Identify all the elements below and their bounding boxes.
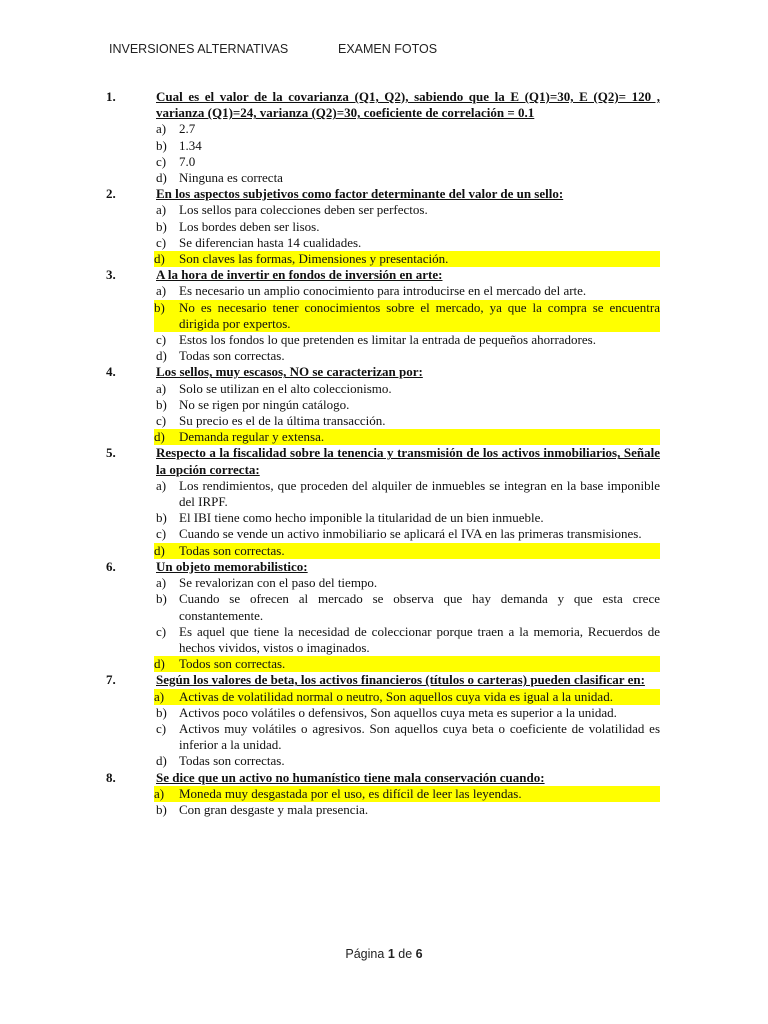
question-number: 3. [106, 267, 116, 283]
option-text: Todas son correctas. [179, 542, 285, 558]
option-letter: b) [156, 510, 167, 526]
option-letter: b) [154, 299, 165, 315]
exam-title: EXAMEN FOTOS [338, 42, 438, 56]
option-letter: d) [154, 429, 165, 445]
option-text: Los bordes deben ser lisos. [179, 218, 320, 234]
answer-option-highlighted [154, 656, 660, 672]
question-text: A la hora de invertir en fondos de inversión en arte: [156, 267, 443, 283]
option-text: Todos son correctas. [179, 656, 286, 672]
question-7 [106, 672, 660, 769]
answer-option [156, 753, 660, 769]
option-text: Cuando se vende un activo inmobiliario se aplicará el IVA en las primeras transmisiones. [179, 526, 642, 542]
option-text: Los sellos para colecciones deben ser perfectos. [179, 202, 428, 218]
question-number: 6. [106, 558, 116, 574]
question-4 [106, 364, 660, 445]
question-text: Un objeto memorabilistico: [156, 558, 308, 574]
question-text: En los aspectos subjetivos como factor determinante del valor de un sello: [156, 186, 564, 202]
option-letter: a) [154, 785, 165, 801]
question-number: 8. [106, 769, 116, 785]
answer-option [156, 219, 660, 235]
answer-option [156, 121, 660, 137]
option-text: Cuando se ofrecen al mercado se observa que hay demanda y que esta crece constantemente. [179, 591, 660, 623]
option-text: No se rigen por ningún catálogo. [179, 396, 350, 412]
answer-option-highlighted [154, 429, 660, 445]
option-text: Los rendimientos, que proceden del alquiler de inmuebles se integran en la base imponible del IRPF. [179, 477, 660, 510]
option-letter: d) [156, 753, 167, 769]
option-text: 2.7 [179, 121, 196, 137]
answer-option [156, 202, 660, 218]
answer-option [156, 381, 660, 397]
answer-option-highlighted [154, 689, 660, 705]
answer-option [156, 170, 660, 186]
answer-option [156, 138, 660, 154]
course-title: INVERSIONES ALTERNATIVAS [109, 42, 289, 56]
question-5 [106, 445, 660, 558]
option-letter: a) [156, 121, 167, 137]
answer-option [156, 526, 660, 542]
option-text: Su precio es el de la última transacción. [179, 413, 386, 429]
answer-option [156, 332, 660, 348]
footer-page-number: 1 [387, 947, 395, 961]
answer-option [156, 624, 660, 656]
option-text: Solo se utilizan en el alto coleccionismo. [179, 380, 392, 396]
option-text: Todas son correctas. [179, 753, 285, 769]
option-letter: a) [156, 283, 167, 299]
option-letter: d) [154, 542, 165, 558]
option-text: Demanda regular y extensa. [179, 429, 325, 445]
option-text: Es necesario un amplio conocimiento para introducirse en el mercado del arte. [179, 283, 587, 299]
answer-option [156, 413, 660, 429]
option-text: Son claves las formas, Dimensiones y presentación. [179, 251, 449, 267]
answer-option [156, 397, 660, 413]
option-letter: c) [156, 153, 167, 169]
option-letter: a) [156, 202, 167, 218]
answer-option [156, 575, 660, 591]
answer-option-highlighted [154, 786, 660, 802]
answer-option-highlighted [154, 300, 660, 332]
option-text: Moneda muy desgastada por el uso, es difícil de leer las leyendas. [179, 785, 522, 801]
question-2 [106, 186, 660, 267]
question-text: Se dice que un activo no humanístico tiene mala conservación cuando: [156, 769, 545, 785]
question-number: 4. [106, 364, 116, 380]
question-number: 1. [106, 89, 116, 104]
option-letter: a) [156, 477, 167, 493]
question-text: Los sellos, muy escasos, NO se caracterizan por: [156, 364, 423, 380]
option-letter: d) [154, 251, 165, 267]
option-text: Todas son correctas. [179, 348, 285, 364]
option-letter: a) [154, 688, 165, 704]
option-text: El IBI tiene como hecho imponible la titularidad de un bien inmueble. [179, 510, 544, 526]
option-letter: d) [154, 656, 165, 672]
option-text: Estos los fondos lo que pretenden es limitar la entrada de pequeños ahorradores. [179, 332, 596, 348]
footer-middle: de [398, 947, 413, 961]
option-letter: d) [156, 348, 167, 364]
footer-prefix: Página [345, 947, 385, 961]
option-letter: c) [156, 720, 167, 736]
answer-option [156, 235, 660, 251]
option-text: Ninguna es correcta [179, 170, 283, 186]
answer-option-highlighted [154, 251, 660, 267]
option-letter: b) [156, 591, 167, 607]
answer-option [156, 591, 660, 623]
option-text: Se revalorizan con el paso del tiempo. [179, 575, 378, 591]
option-letter: c) [156, 332, 167, 348]
answer-option [156, 510, 660, 526]
question-8 [106, 769, 660, 819]
option-letter: b) [156, 137, 167, 153]
question-text: Respecto a la fiscalidad sobre la tenencia y transmisión de los activos inmobiliarios, Señale la opción correcta: [156, 445, 660, 477]
question-number: 2. [106, 186, 116, 202]
option-letter: c) [156, 623, 167, 639]
question-text: Según los valores de beta, los activos financieros (títulos o carteras) pueden clasificar en: [156, 672, 645, 688]
option-text: Activos muy volátiles o agresivos. Son aquellos cuya beta o coeficiente de volatilidad es inferior a la unidad. [179, 720, 660, 753]
option-letter: b) [156, 396, 167, 412]
option-letter: c) [156, 234, 167, 250]
answer-option [156, 348, 660, 364]
footer-page-total: 6 [415, 947, 423, 961]
option-text: Se diferencian hasta 14 cualidades. [179, 234, 362, 250]
option-letter: a) [156, 380, 167, 396]
option-letter: c) [156, 526, 167, 542]
option-text: Con gran desgaste y mala presencia. [179, 801, 369, 817]
question-number: 5. [106, 445, 116, 461]
page-footer [0, 947, 768, 961]
option-letter: c) [156, 413, 167, 429]
option-text: No es necesario tener conocimientos sobre el mercado, ya que la compra se encuentra dirigida por expertos. [179, 299, 660, 331]
answer-option [156, 154, 660, 170]
option-letter: b) [156, 704, 167, 720]
option-letter: b) [156, 801, 167, 817]
option-text: Activos poco volátiles o defensivos, Son aquellos cuya meta es superior a la unidad. [179, 704, 617, 720]
option-letter: d) [156, 170, 167, 186]
option-text: 1.34 [179, 137, 202, 153]
option-text: Activas de volatilidad normal o neutro, Son aquellos cuya vida es igual a la unidad. [179, 688, 613, 704]
answer-option [156, 721, 660, 753]
answer-option [156, 705, 660, 721]
question-1 [106, 89, 660, 186]
question-list [106, 89, 660, 818]
answer-option-highlighted [154, 543, 660, 559]
question-3 [106, 267, 660, 364]
question-6 [106, 558, 660, 672]
question-text: Cual es el valor de la covarianza (Q1, Q2), sabiendo que la E (Q1)=30, E (Q2)= 120 , varianza (Q1)=24, varianza (Q2)=30, coeficiente de correlación = 0.1 [156, 89, 660, 121]
answer-option [156, 802, 660, 818]
page-header [109, 42, 728, 60]
answer-option [156, 478, 660, 510]
option-letter: b) [156, 218, 167, 234]
answer-option [156, 283, 660, 299]
option-text: Es aquel que tiene la necesidad de coleccionar porque traen a la memoria, Recuerdos de hechos vividos, vistos o imaginados. [179, 623, 660, 655]
question-number: 7. [106, 672, 116, 688]
option-text: 7.0 [179, 153, 196, 169]
option-letter: a) [156, 575, 167, 591]
